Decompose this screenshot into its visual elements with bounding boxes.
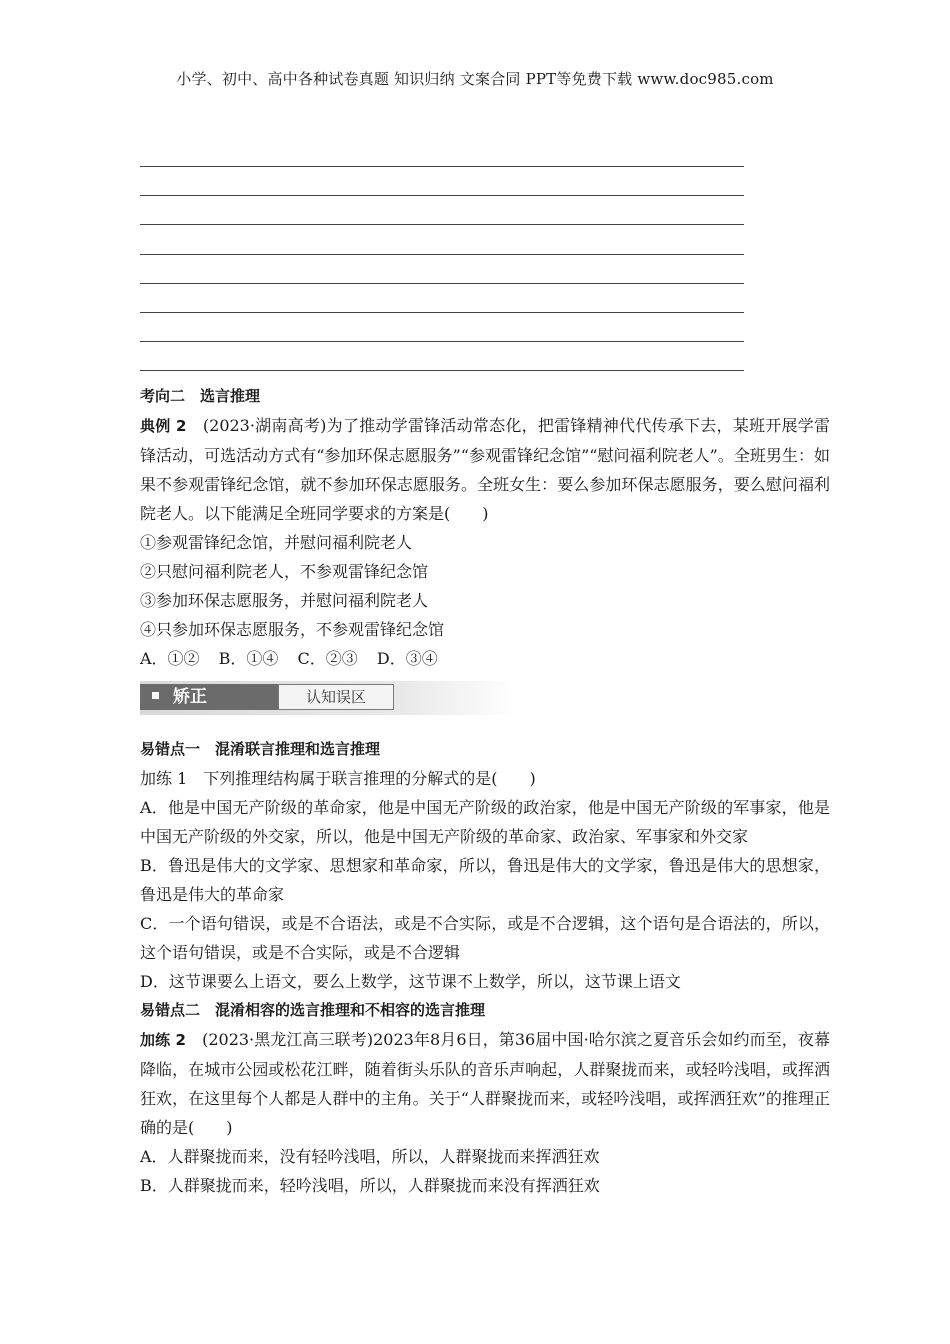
- example-label: 典例 2: [140, 417, 187, 435]
- answer-choices: [140, 644, 830, 673]
- option-b: B．人群聚拢而来，轻吟浅唱，所以，人群聚拢而来没有挥洒狂欢: [140, 1176, 600, 1195]
- answer-line: [140, 312, 744, 313]
- example-text: (2023·湖南高考)为了推动学雷锋活动常态化，把雷锋精神代代传承下去，某班开展学雷锋活动，可选活动方式有“参加环保志愿服务”“参观雷锋纪念馆”“慰问福利院老人”。全班男生：如果不参观雷锋纪念馆，就不参加环保志愿服务。全班女生：要么参加环保志愿服务，要么慰问福利院老人。以下能满足全班同学要求的方案是( ): [140, 416, 830, 523]
- example-question: [140, 411, 830, 528]
- option-a: A．他是中国无产阶级的革命家，他是中国无产阶级的政治家，他是中国无产阶级的军事家，他是中国无产阶级的外交家，所以，他是中国无产阶级的革命家、政治家、军事家和外交家: [140, 798, 830, 846]
- choice-b: B．①④: [218, 649, 279, 668]
- answer-line: [140, 254, 744, 255]
- section-title: 考向二 选言推理: [140, 387, 261, 405]
- practice-question: 加练 1 下列推理结构属于联言推理的分解式的是( ): [140, 769, 536, 788]
- answer-line: [140, 195, 744, 196]
- main-content: [140, 382, 830, 1200]
- answer-lines: [140, 166, 744, 400]
- answer-line: [140, 224, 744, 225]
- choice-c: C．②③: [297, 649, 358, 668]
- choice-a: A．①②: [140, 649, 200, 668]
- answer-line: [140, 283, 744, 284]
- practice-label: 加练 1: [140, 769, 188, 788]
- list-item: ③参加环保志愿服务，并慰问福利院老人: [140, 591, 429, 610]
- list-item: ①参观雷锋纪念馆，并慰问福利院老人: [140, 533, 413, 552]
- practice-label: 加练 2: [140, 1031, 186, 1049]
- practice-question: 加练 2 (2023·黑龙江高三联考)2023年8月6日，第36届中国·哈尔滨之夏音乐会如约而至，夜幕降临，在城市公园或松花江畔，随着街头乐队的音乐声响起，人群聚拢而来，或轻吟浅唱，或挥洒狂欢，在这里每个人都是人群中的主角。关于“人群聚拢而来，或轻吟浅唱，或挥洒狂欢”的推理正确的是( ): [140, 1030, 830, 1137]
- answer-line: [140, 370, 744, 371]
- option-a: A．人群聚拢而来，没有轻吟浅唱，所以，人群聚拢而来挥洒狂欢: [140, 1147, 600, 1166]
- page-header: 小学、初中、高中各种试卷真题 知识归纳 文案合同 PPT等免费下载 www.doc985.com: [176, 70, 774, 88]
- banner-light-tab: 认知误区: [278, 684, 394, 710]
- error-point-title: 易错点一 混淆联言推理和选言推理: [140, 740, 381, 758]
- option-c: C．一个语句错误，或是不合语法，或是不合实际，或是不合逻辑，这个语句是合语法的，所以，这个语句错误，或是不合实际，或是不合逻辑: [140, 914, 830, 962]
- answer-line: [140, 166, 744, 167]
- choice-d: D．③④: [376, 649, 438, 668]
- correction-banner: [140, 681, 516, 715]
- square-bullet-icon: [152, 692, 159, 699]
- list-item: ②只慰问福利院老人，不参观雷锋纪念馆: [140, 562, 429, 581]
- error-point-title: 易错点二 混淆相容的选言推理和不相容的选言推理: [140, 1001, 486, 1019]
- banner-dark-tab: 矫正: [140, 684, 278, 710]
- list-item: ④只参加环保志愿服务，不参观雷锋纪念馆: [140, 620, 445, 639]
- option-b: B．鲁迅是伟大的文学家、思想家和革命家，所以，鲁迅是伟大的文学家，鲁迅是伟大的思想家，鲁迅是伟大的革命家: [140, 856, 830, 904]
- answer-line: [140, 341, 744, 342]
- option-d: D．这节课要么上语文，要么上数学，这节课不上数学，所以，这节课上语文: [140, 972, 681, 991]
